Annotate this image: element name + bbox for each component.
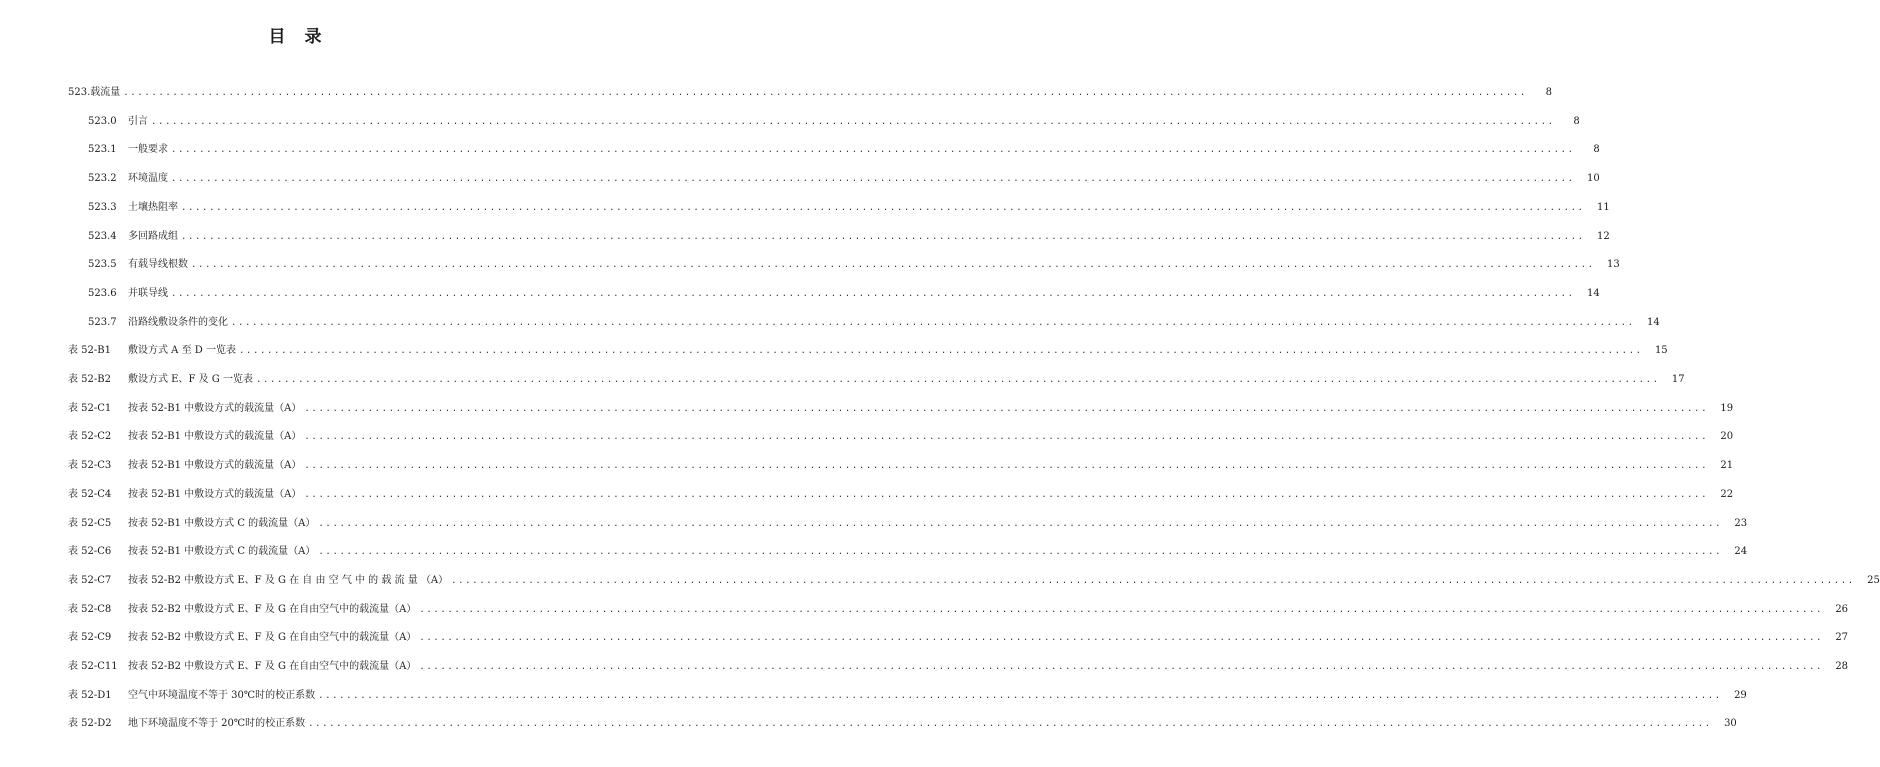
toc-entry[interactable] [0, 515, 1748, 533]
toc-entry[interactable] [0, 285, 1600, 303]
toc-entry-label: 引言 [128, 115, 148, 127]
toc-entry-number: 523.5 [88, 259, 117, 271]
toc-dot-leader: ........................................................................................................................................................................................................ [181, 202, 1585, 213]
toc-entry[interactable] [0, 687, 1747, 705]
toc-entry-label: 有载导线根数 [128, 259, 188, 271]
toc-entry-number: 表 52-C7 [68, 574, 112, 586]
toc-dot-leader: ........................................................................................................................................................................................................ [171, 288, 1575, 299]
toc-entry-label: 敷设方式 A 至 D 一览表 [128, 345, 236, 357]
toc-entry-page: 30 [1724, 718, 1737, 730]
toc-dot-leader: ........................................................................................................................................................................................................ [304, 461, 1709, 472]
toc-entry-label: 按表 52-B1 中敷设方式的载流量（A） [128, 460, 302, 472]
toc-entry-number: 表 52-C4 [68, 488, 112, 500]
toc-entry-label: 环境温度 [128, 173, 168, 185]
toc-entry-page: 24 [1734, 546, 1748, 558]
toc-entry[interactable] [0, 572, 1880, 590]
toc-dot-leader: ........................................................................................................................................................................................................ [171, 145, 1575, 156]
toc-entry-page: 17 [1671, 374, 1685, 385]
toc-entry-page: 26 [1835, 603, 1849, 615]
toc-entry-page: 11 [1596, 201, 1610, 213]
toc-dot-leader: ........................................................................................................................................................................................................ [151, 116, 1555, 127]
toc-entry-page: 21 [1720, 460, 1734, 472]
toc-entry-page: 22 [1720, 488, 1734, 500]
toc-entry[interactable] [0, 170, 1600, 188]
toc-entry[interactable] [0, 141, 1600, 159]
toc-entry-label: 沿路线敷设条件的变化 [128, 316, 228, 328]
toc-dot-leader: ........................................................................................................................................................................................................ [304, 432, 1709, 443]
toc-entry-page: 19 [1720, 402, 1734, 414]
toc-entry[interactable] [0, 84, 1552, 102]
toc-entry[interactable] [0, 342, 1668, 360]
toc-entry-page: 29 [1734, 689, 1747, 701]
toc-entry-number: 表 52-C11 [68, 661, 118, 672]
toc-dot-leader: ........................................................................................................................................................................................................ [318, 518, 1723, 529]
toc-dot-leader: ........................................................................................................................................................................................................ [308, 719, 1712, 730]
toc-dot-leader: ........................................................................................................................................................................................................ [318, 547, 1723, 558]
toc-entry-number: 表 52-D2 [68, 718, 112, 730]
toc-entry-number: 表 52-C3 [68, 460, 112, 472]
toc-entry[interactable] [0, 400, 1734, 418]
toc-dot-leader: ........................................................................................................................................................................................................ [304, 489, 1709, 500]
toc-dot-leader: ........................................................................................................................................................................................................ [191, 260, 1595, 271]
toc-entry-number: 523.1 [88, 144, 117, 156]
toc-entry-number: 523.7 [88, 316, 117, 328]
toc-entry[interactable] [0, 371, 1685, 389]
toc-entry-label: 敷设方式 E、F 及 G 一览表 [128, 374, 253, 385]
toc-entry-number: 表 52-D1 [68, 689, 112, 701]
toc-entry[interactable] [0, 113, 1580, 131]
toc-dot-leader: ........................................................................................................................................................................................................ [171, 174, 1575, 185]
toc-entry-label: 按表 52-B1 中敷设方式 C 的载流量（A） [128, 517, 316, 529]
toc-entry[interactable] [0, 486, 1734, 504]
toc-entry-page: 20 [1720, 431, 1734, 443]
toc-entry[interactable] [0, 715, 1737, 733]
toc-entry[interactable] [0, 256, 1620, 274]
toc-dot-leader: ........................................................................................................................................................................................................ [304, 403, 1709, 414]
toc-entry-number: 表 52-C2 [68, 431, 112, 443]
toc-entry-page: 8 [1593, 144, 1600, 156]
toc-entry-number: 523.3 [88, 201, 117, 213]
toc-entry-label: 按表 52-B1 中敷设方式的载流量（A） [128, 488, 302, 500]
toc-entry-label: 按表 52-B1 中敷设方式的载流量（A） [128, 431, 302, 443]
toc-entry-label: 按表 52-B1 中敷设方式的载流量（A） [128, 402, 302, 414]
toc-dot-leader: ........................................................................................................................................................................................................ [419, 604, 1824, 615]
toc-dot-leader: ........................................................................................................................................................................................................ [318, 690, 1722, 701]
toc-entry-page: 8 [1573, 115, 1580, 127]
toc-entry-number: 523.载流量 [68, 87, 121, 98]
toc-entry-label: 按表 52-B1 中敷设方式 C 的载流量（A） [128, 546, 316, 558]
toc-entry-label: 并联导线 [128, 287, 168, 299]
toc-entry-label: 按表 52-B2 中敷设方式 E、F 及 G 在自由空气中的载流量（A） [128, 632, 417, 644]
toc-entry-page: 14 [1586, 287, 1600, 299]
toc-entry-number: 表 52-C6 [68, 546, 112, 558]
toc-entry-label: 按表 52-B2 中敷设方式 E、F 及 G 在自由空气中的载流量（A） [128, 661, 417, 672]
toc-entry-page: 8 [1545, 87, 1552, 98]
toc-entry-page: 28 [1835, 661, 1849, 672]
toc-entry-number: 表 52-B2 [68, 374, 111, 385]
toc-entry[interactable] [0, 658, 1849, 676]
toc-entry[interactable] [0, 228, 1610, 246]
toc-entry-page: 10 [1586, 173, 1600, 185]
page-title: 目 录 [268, 27, 323, 47]
toc-entry-label: 一般要求 [128, 144, 168, 156]
toc-entry-label: 空气中环境温度不等于 30℃时的校正系数 [128, 689, 316, 701]
toc-entry[interactable] [0, 543, 1748, 561]
toc-entry[interactable] [0, 601, 1849, 619]
toc-entry-number: 523.6 [88, 287, 117, 299]
toc-dot-leader: ........................................................................................................................................................................................................ [255, 375, 1660, 385]
toc-entry-page: 23 [1734, 517, 1748, 529]
toc-dot-leader: ........................................................................................................................................................................................................ [181, 231, 1585, 242]
toc-entry[interactable] [0, 428, 1734, 446]
toc-dot-leader: ........................................................................................................................................................................................................ [451, 575, 1855, 586]
toc-entry[interactable] [0, 314, 1660, 332]
toc-dot-leader: ........................................................................................................................................................................................................ [231, 317, 1635, 328]
toc-entry-number: 表 52-C5 [68, 517, 112, 529]
toc-dot-leader: ........................................................................................................................................................................................................ [238, 346, 1643, 357]
toc-entry-label: 地下环境温度不等于 20℃时的校正系数 [128, 718, 306, 730]
toc-entry[interactable] [0, 199, 1610, 217]
toc-entry-page: 27 [1835, 632, 1849, 644]
toc-entry-page: 14 [1646, 316, 1660, 328]
toc-dot-leader: ........................................................................................................................................................................................................ [123, 88, 1527, 98]
toc-dot-leader: ........................................................................................................................................................................................................ [419, 633, 1824, 644]
toc-entry-page: 25 [1867, 574, 1880, 586]
toc-entry-page: 15 [1654, 345, 1668, 357]
toc-dot-leader: ........................................................................................................................................................................................................ [419, 662, 1824, 672]
toc-entry-label: 按表 52-B2 中敷设方式 E、F 及 G 在 自 由 空 气 中 的 载 流 量 （A） [128, 574, 449, 586]
toc-entry-number: 表 52-C9 [68, 632, 112, 644]
toc-entry-number: 表 52-C8 [68, 603, 112, 615]
toc-entry-page: 13 [1606, 259, 1620, 271]
toc-entry-label: 按表 52-B2 中敷设方式 E、F 及 G 在自由空气中的载流量（A） [128, 603, 417, 615]
toc-entry-number: 表 52-B1 [68, 345, 111, 357]
toc-entry-number: 523.4 [88, 230, 117, 242]
toc-entry-label: 土壤热阻率 [128, 201, 178, 213]
toc-entry-number: 表 52-C1 [68, 402, 112, 414]
toc-entry-page: 12 [1596, 230, 1610, 242]
toc-entry-number: 523.2 [88, 173, 117, 185]
toc-entry-label: 多回路成组 [128, 230, 178, 242]
toc-entry[interactable] [0, 629, 1849, 647]
toc-entry[interactable] [0, 457, 1734, 475]
toc-entry-number: 523.0 [88, 115, 117, 127]
